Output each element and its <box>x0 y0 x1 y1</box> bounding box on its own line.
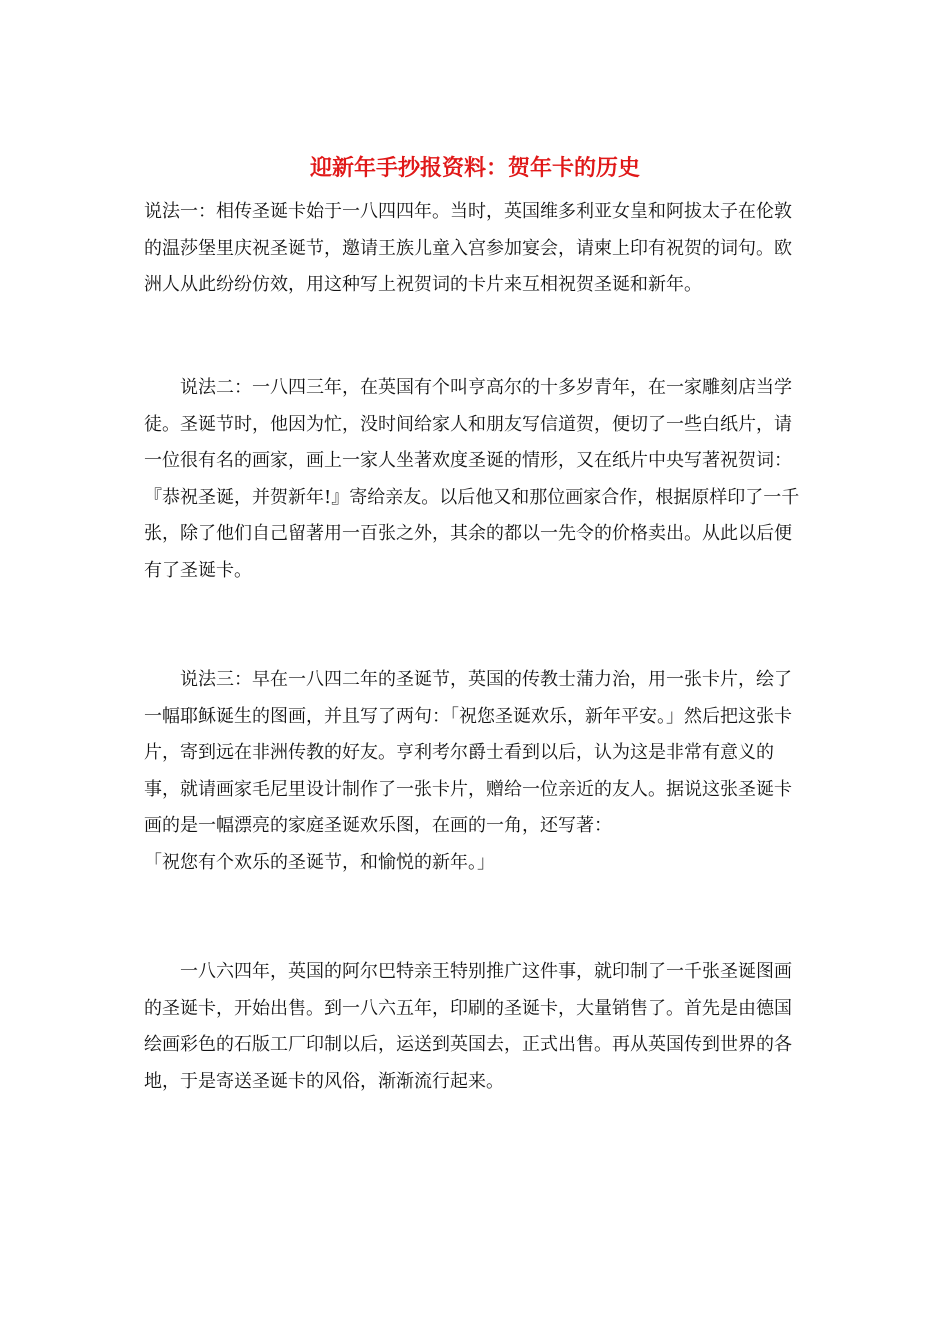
paragraph-history-1864: 一八六四年，英国的阿尔巴特亲王特别推广这件事，就印制了一千张圣诞图画的圣诞卡，开始出售。到一八六五年，印刷的圣诞卡，大量销售了。首先是由德国绘画彩色的石版工厂印制以后，运送到英国去，正式出售。再从英国传到世界的各地，于是寄送圣诞卡的风俗，渐渐流行起来。 <box>144 961 792 1092</box>
paragraph-theory-three: 说法三：早在一八四二年的圣诞节，英国的传教士蒲力治，用一张卡片，绘了一幅耶稣诞生的图画，并且写了两句：「祝您圣诞欢乐，新年平安。」然后把这张卡片，寄到远在非洲传教的好友。亨利考尔爵士看到以后，认为这是非常有意义的事，就请画家毛尼里设计制作了一张卡片，赠给一位亲近的友人。据说这张圣诞卡画的是一幅漂亮的家庭圣诞欢乐图，在画的一角，还写著： 「祝您有个欢乐的圣诞节，和愉悦的新年。」 <box>144 669 792 873</box>
document-title: 迎新年手抄报资料：贺年卡的历史 <box>309 155 640 181</box>
paragraph-theory-two: 说法二：一八四三年，在英国有个叫亨高尔的十多岁青年，在一家雕刻店当学徒。圣诞节时，他因为忙，没时间给家人和朋友写信道贺，便切了一些白纸片，请一位很有名的画家，画上一家人坐著欢度圣诞的情形，又在纸片中央写著祝贺词：『恭祝圣诞，并贺新年!』寄给亲友。以后他又和那位画家合作，根据原样印了一千张，除了他们自己留著用一百张之外，其余的都以一先令的价格卖出。从此以后便有了圣诞卡。 <box>144 377 800 581</box>
paragraph-theory-one: 说法一：相传圣诞卡始于一八四四年。当时，英国维多利亚女皇和阿拔太子在伦敦的温莎堡里庆祝圣诞节，邀请王族儿童入宫参加宴会，请柬上印有祝贺的词句。欧洲人从此纷纷仿效，用这种写上祝贺词的卡片来互相祝贺圣诞和新年。 <box>144 201 792 295</box>
